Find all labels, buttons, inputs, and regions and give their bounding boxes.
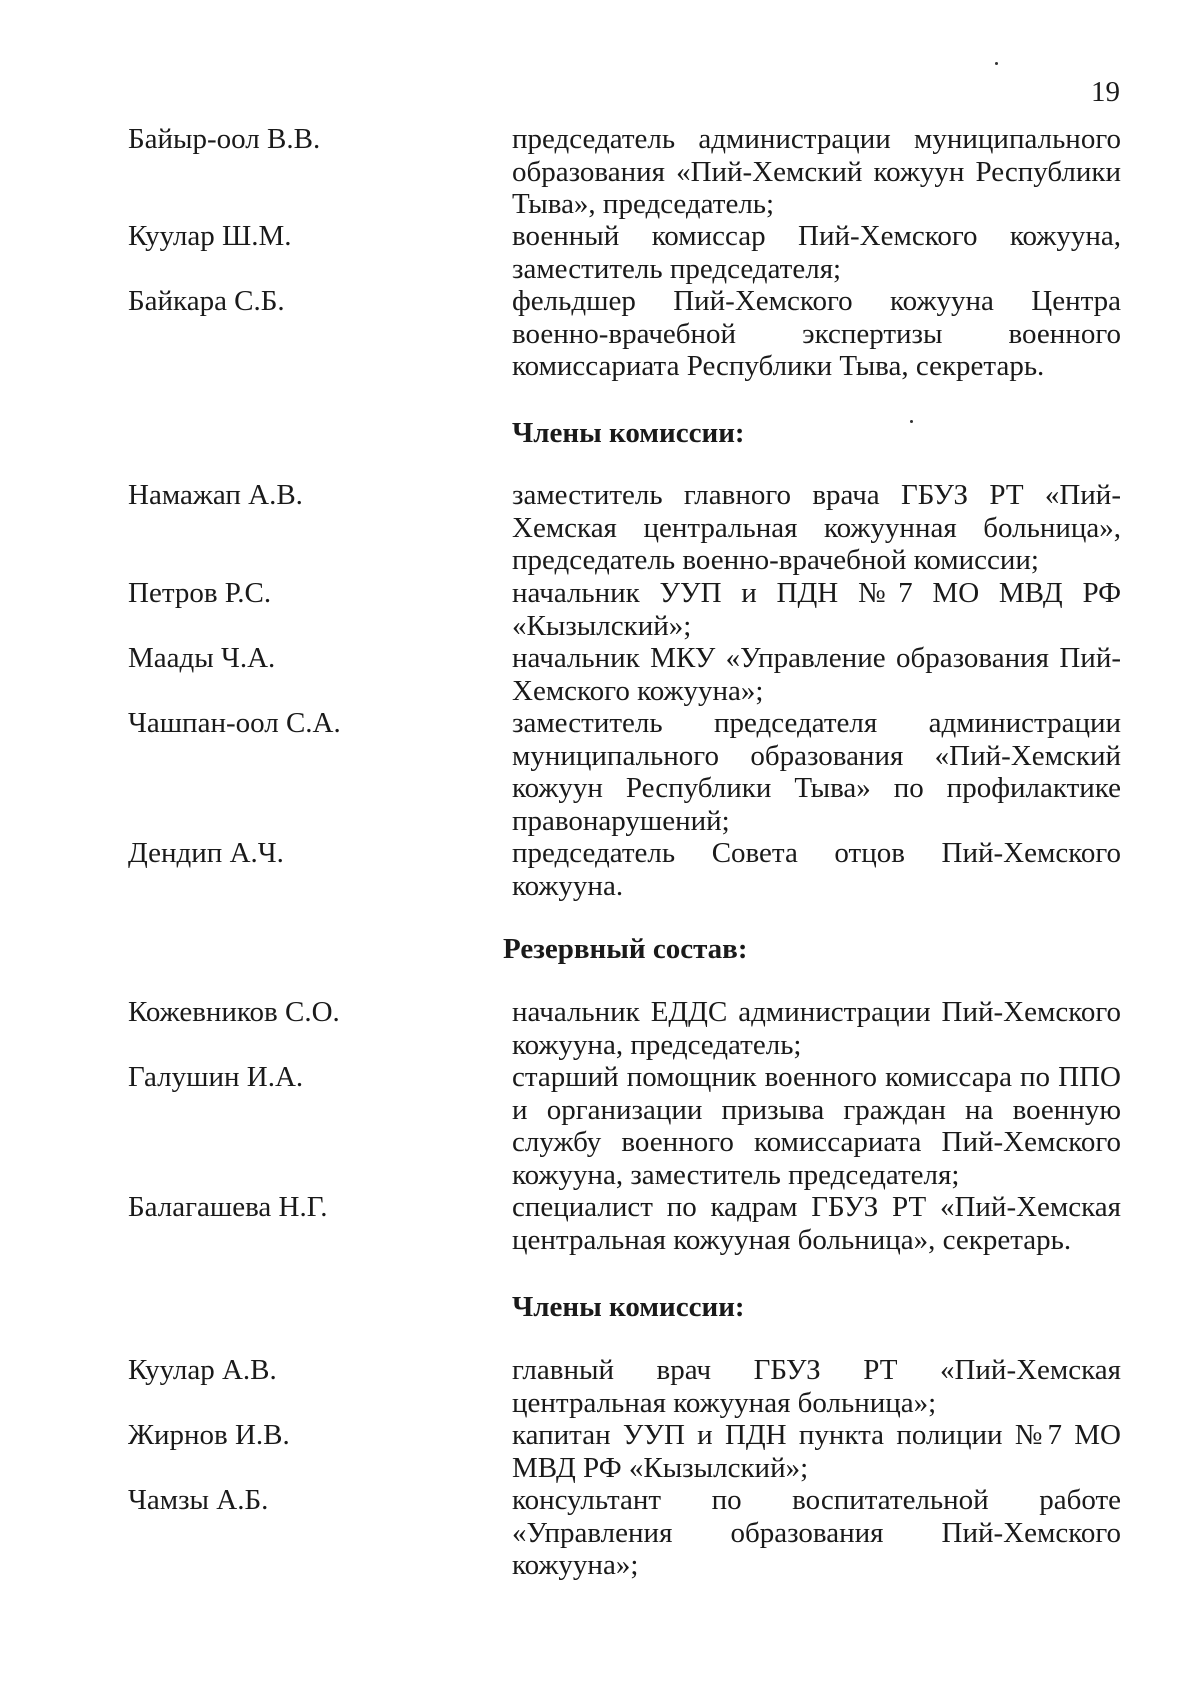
role-line: начальник ЕДДС администрации Пий-Хемского	[512, 996, 1121, 1028]
member-name: Петров Р.С.	[128, 577, 272, 609]
member-name: Дендип А.Ч.	[128, 837, 284, 869]
member-role	[512, 1419, 1121, 1484]
role-line: кожууна, председатель;	[512, 1028, 802, 1061]
scan-speck	[995, 62, 998, 65]
role-line: военный комиссар Пий-Хемского кожууна,	[512, 220, 1121, 252]
role-line: образования «Пий-Хемский кожуун Республики	[512, 155, 1121, 188]
page-number: 19	[1091, 76, 1120, 108]
role-line: центральная кожууная больница»;	[512, 1386, 937, 1419]
member-role	[512, 123, 1121, 221]
role-line: консультант по воспитательной работе	[512, 1484, 1121, 1516]
role-line: кожууна»;	[512, 1549, 639, 1582]
member-name: Балагашева Н.Г.	[128, 1191, 328, 1223]
role-line: службу военного комиссариата Пий-Хемского	[512, 1126, 1121, 1159]
member-role	[512, 837, 1121, 902]
member-name: Байкара С.Б.	[128, 285, 285, 317]
member-role	[512, 1191, 1121, 1256]
member-role	[512, 220, 1121, 285]
role-line: начальник УУП и ПДН №7 МО МВД РФ	[512, 577, 1121, 609]
member-role	[512, 1354, 1121, 1419]
role-line: комиссариата Республики Тыва, секретарь.	[512, 350, 1045, 383]
member-name: Байыр-оол В.В.	[128, 123, 321, 155]
role-line: МВД РФ «Кызылский»;	[512, 1451, 809, 1484]
role-line: заместитель главного врача ГБУЗ РТ «Пий-	[512, 479, 1121, 511]
section-heading-reserve: Резервный состав:	[503, 933, 748, 965]
role-line: военно-врачебной экспертизы военного	[512, 317, 1121, 350]
section-heading-members: Члены комиссии:	[512, 1291, 745, 1323]
member-name: Чамзы А.Б.	[128, 1484, 269, 1516]
role-line: Хемская центральная кожуунная больница»,	[512, 511, 1121, 544]
role-line: кожууна.	[512, 869, 624, 902]
role-line: фельдшер Пий-Хемского кожууна Центра	[512, 285, 1121, 317]
member-role	[512, 479, 1121, 577]
role-line: начальник МКУ «Управление образования Пий-	[512, 642, 1121, 674]
member-name: Чашпан-оол С.А.	[128, 707, 341, 739]
role-line: Тыва», председатель;	[512, 188, 775, 221]
member-name: Жирнов И.В.	[128, 1419, 290, 1451]
role-line: главный врач ГБУЗ РТ «Пий-Хемская	[512, 1354, 1121, 1386]
member-role	[512, 996, 1121, 1061]
role-line: «Управления образования Пий-Хемского	[512, 1516, 1121, 1549]
role-line: заместитель председателя администрации	[512, 707, 1121, 739]
role-line: «Кызылский»;	[512, 609, 692, 642]
role-line: председатель администрации муниципального	[512, 123, 1121, 155]
role-line: муниципального образования «Пий-Хемский	[512, 739, 1121, 772]
role-line: заместитель председателя;	[512, 252, 842, 285]
member-name: Куулар Ш.М.	[128, 220, 292, 252]
member-role	[512, 1484, 1121, 1582]
member-role	[512, 577, 1121, 642]
role-line: правонарушений;	[512, 804, 730, 837]
member-name: Намажап А.В.	[128, 479, 303, 511]
role-line: председатель военно-врачебной комиссии;	[512, 544, 1039, 577]
role-line: капитан УУП и ПДН пункта полиции №7 МО	[512, 1419, 1121, 1451]
role-line: Хемского кожууна»;	[512, 674, 764, 707]
role-line: специалист по кадрам ГБУЗ РТ «Пий-Хемская	[512, 1191, 1121, 1223]
member-role	[512, 1061, 1121, 1191]
member-name: Маады Ч.А.	[128, 642, 276, 674]
member-role	[512, 707, 1121, 837]
role-line: центральная кожууная больница», секретарь.	[512, 1223, 1072, 1256]
role-line: председатель Совета отцов Пий-Хемского	[512, 837, 1121, 869]
role-line: кожуун Республики Тыва» по профилактике	[512, 772, 1121, 805]
member-role	[512, 642, 1121, 707]
section-heading-members: Члены комиссии:	[512, 417, 745, 449]
member-role	[512, 285, 1121, 383]
member-name: Кожевников С.О.	[128, 996, 340, 1028]
scan-speck	[910, 420, 913, 423]
member-name: Куулар А.В.	[128, 1354, 277, 1386]
member-name: Галушин И.А.	[128, 1061, 304, 1093]
role-line: и организации призыва граждан на военную	[512, 1093, 1121, 1126]
role-line: старший помощник военного комиссара по ППО	[512, 1061, 1121, 1093]
role-line: кожууна, заместитель председателя;	[512, 1158, 960, 1191]
